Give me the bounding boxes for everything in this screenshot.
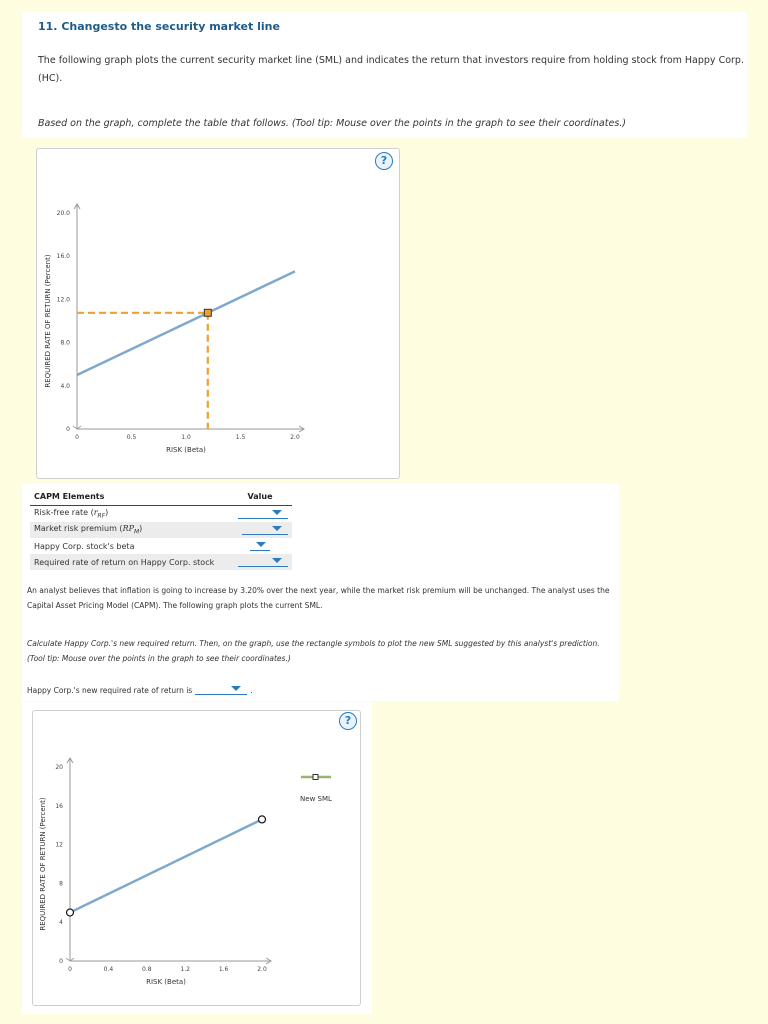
capm-row-label: Risk-free rate $(r_{RF})$ [34, 508, 109, 520]
y-axis-label: REQUIRED RATE OF RETURN (Percent) [44, 254, 52, 388]
y-tick-label: 4 [59, 919, 63, 927]
part2-text: An analyst believes that inflation is going to increase by 3.20% over the next year, while the market risk premium will be unchanged. The analyst uses the Capital Asset Pricing Model (CAPM). The following graph plots the current SML. [27, 586, 610, 610]
sml-chart-2[interactable] [33, 711, 360, 1005]
question-panel [22, 12, 747, 138]
x-tick-label: 0 [68, 966, 72, 973]
y-tick-label: 16.0 [56, 253, 70, 261]
help-icon[interactable]: ? [375, 152, 393, 170]
new-return-dropdown[interactable] [195, 684, 247, 695]
new-return-line: Happy Corp.'s new required rate of return is . [27, 686, 253, 695]
y-tick-label: 4.0 [60, 382, 70, 390]
happy-corp-marker[interactable] [204, 309, 211, 316]
x-tick-label: 0.4 [103, 966, 114, 973]
y-tick-label: 8 [59, 880, 63, 888]
x-tick-label: 1.6 [218, 966, 229, 973]
x-tick-label: 0 [75, 434, 79, 441]
y-tick-label: 0 [59, 958, 63, 965]
y-tick-label: 20.0 [56, 210, 70, 217]
x-tick-label: 1.5 [235, 434, 246, 441]
y-tick-label: 20 [55, 764, 63, 771]
x-tick-label: 2.0 [290, 434, 300, 441]
help-icon[interactable]: ? [339, 712, 357, 730]
sml-graph-current[interactable] [36, 148, 400, 479]
x-axis-label: RISK (Beta) [166, 446, 206, 454]
sml-endpoint[interactable] [67, 909, 74, 916]
question-text: The following graph plots the current security market line (SML) and indicates the return that investors require from holding stock from Happy Corp. (HC). [38, 55, 744, 84]
y-tick-label: 12 [55, 841, 63, 849]
beta-dropdown[interactable] [250, 540, 270, 551]
capm-table [30, 488, 292, 570]
x-tick-label: 0.5 [126, 434, 137, 441]
y-tick-label: 16 [55, 802, 63, 810]
x-axis-label: RISK (Beta) [146, 978, 186, 986]
y-tick-label: 8.0 [60, 339, 70, 347]
capm-row-label: Market risk premium $(RP_M)$ [30, 522, 228, 538]
y-tick-label: 0 [66, 426, 70, 433]
market-risk-premium-dropdown[interactable] [242, 524, 288, 535]
y-tick-label: 12.0 [56, 296, 70, 304]
sml-chart-1[interactable] [37, 149, 399, 478]
part2-instruction: Calculate Happy Corp.'s new required return. Then, on the graph, use the rectangle symbols to plot the new SML suggested by this analyst's prediction. (Tool tip: Mouse over the points in the graph to see their coordinates.) [27, 639, 600, 663]
capm-header-elements: CAPM Elements [30, 488, 228, 506]
capm-row-label: Happy Corp. stock's beta [34, 541, 135, 551]
x-tick-label: 1.0 [181, 434, 191, 441]
x-tick-label: 2.0 [257, 966, 267, 973]
x-tick-label: 1.2 [180, 966, 190, 973]
y-axis-label: REQUIRED RATE OF RETURN (Percent) [39, 797, 47, 931]
sml-graph-new[interactable] [32, 710, 361, 1006]
question-instruction: Based on the graph, complete the table that follows. (Tool tip: Mouse over the points in the graph to see their coordinates.) [38, 118, 626, 129]
legend-rect-icon[interactable] [313, 775, 318, 780]
sml-line [70, 819, 262, 912]
sml-endpoint[interactable] [259, 816, 266, 823]
risk-free-rate-dropdown[interactable] [238, 508, 288, 519]
required-return-dropdown[interactable] [238, 556, 288, 567]
x-tick-label: 0.8 [142, 966, 152, 973]
capm-header-value: Value [228, 488, 292, 506]
capm-row-label: Required rate of return on Happy Corp. stock [30, 554, 228, 570]
legend-label: New SML [300, 795, 332, 803]
sml-line [77, 271, 295, 375]
question-title: 11. Changesto the security market line [38, 20, 280, 33]
legend-new-sml[interactable] [300, 775, 332, 804]
